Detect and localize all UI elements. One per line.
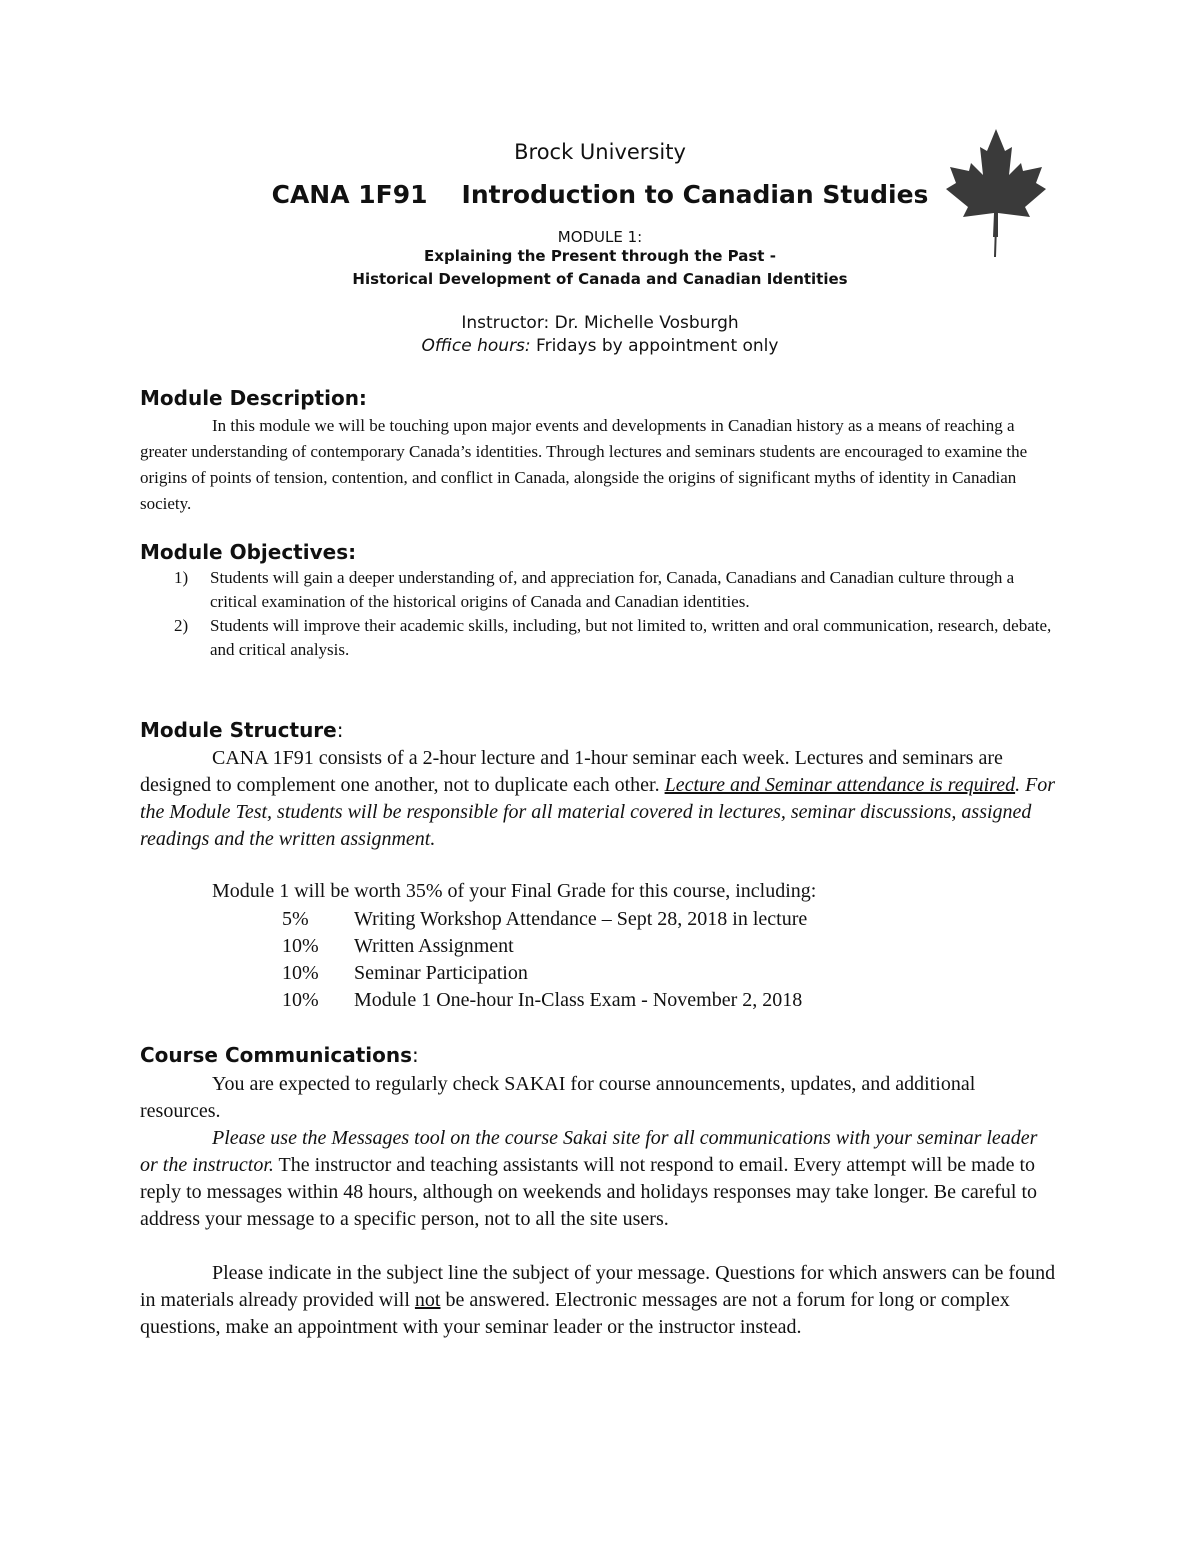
list-item [140,614,1060,662]
structure-text-part1: CANA 1F91 consists of a 2-hour lecture and 1-hour seminar each week. Lectures and seminars are designed to complement one another, not to duplicate each other. [140,747,1003,796]
grade-item [282,935,514,958]
emphasis-not: not [414,1289,441,1311]
grade-percent: 10% [282,962,319,984]
module-label: MODULE 1: [557,228,643,246]
grading-intro: Module 1 will be worth 35% of your Final Grade for this course, including: [212,880,817,902]
course-code: CANA 1F91 [271,180,428,209]
grade-item [282,962,528,985]
office-hours-label: Office hours: [421,336,531,356]
objectives-heading-colon: : [348,540,357,564]
grade-item [282,989,802,1012]
communications-paragraph-1: You are expected to regularly check SAKAI for course announcements, updates, and additional resources. [140,1073,976,1122]
structure-heading-text: Module Structure [140,718,337,742]
grade-percent: 10% [282,989,319,1011]
communications-paragraph-3 [140,1260,1060,1341]
structure-text [140,745,1060,853]
grade-label: Written Assignment [354,935,514,957]
office-hours-value: Fridays by appointment only [530,336,779,356]
structure-heading-colon: : [336,718,344,742]
list-item-text: Students will gain a deeper understanding of, and appreciation for, Canada, Canadians and Canadian culture through a critical examination of the historical origins of Canada and Canadian identities. [210,568,1015,611]
messages-tool-note: Please use the Messages tool on the course Sakai site for all communications with your seminar leader or the instructor. [140,1127,1038,1176]
instructor-name: Instructor: Dr. Michelle Vosburgh [461,313,739,333]
course-title: Introduction to Canadian Studies [461,180,929,209]
university-name: Brock University [514,140,686,164]
structure-text-part2: . For the Module Test, students will be responsible for all material covered in lectures, seminar discussions, assigned readings and the written assignment. [140,774,1056,850]
list-number: 2) [174,616,189,635]
communications-paragraph-2 [140,1125,1060,1233]
description-text: In this module we will be touching upon major events and developments in Canadian history as a means of reaching a greater understanding of contemporary Canada’s identities. Through lectures and seminars students are encouraged to examine the origins of points of tension, contention, and conflict in Canada, alongside the origins of significant myths of identity in Canadian society. [140,416,1028,513]
communications-paragraph-3-after: be answered. Electronic messages are not a forum for long or complex questions, make an appointment with your seminar leader or the instructor instead. [140,1289,1010,1338]
grade-label: Module 1 One-hour In-Class Exam - November 2, 2018 [354,989,803,1011]
grade-label: Writing Workshop Attendance – Sept 28, 2018 in lecture [354,908,808,930]
list-item-text: Students will improve their academic skills, including, but not limited to, written and oral communication, research, debate, and critical analysis. [210,616,1052,659]
grade-item [282,908,807,931]
office-hours [0,336,1200,356]
communications-heading-text: Course Communications [140,1043,413,1067]
attendance-required-note: Lecture and Seminar attendance is required [664,774,1016,796]
communications-heading [140,1043,419,1067]
description-heading: Module Description: [140,386,367,410]
module-subtitle-line2: Historical Development of Canada and Canadian Identities [352,270,848,288]
objectives-list [140,566,1060,662]
objectives-heading-text: Module Objectives [140,540,349,564]
communications-paragraph-2-rest: The instructor and teaching assistants will not respond to email. Every attempt will be made to reply to messages within 48 hours, although on weekends and holidays responses may take longer. Be careful to address your message to a specific person, not to all the site users. [140,1154,1038,1230]
objectives-heading [140,540,356,564]
structure-heading [140,718,343,742]
communications-heading-colon: : [412,1043,419,1067]
grade-label: Seminar Participation [354,962,528,984]
module-subtitle-line1: Explaining the Present through the Past - [424,247,776,265]
list-item [140,566,1060,614]
grade-percent: 5% [282,908,309,930]
communications-paragraph-3-before: Please indicate in the subject line the subject of your message. Questions for which answers can be found in materials already provided will [140,1262,1056,1311]
grade-percent: 10% [282,935,319,957]
maple-leaf-icon [938,125,1058,260]
list-number: 1) [174,568,189,587]
